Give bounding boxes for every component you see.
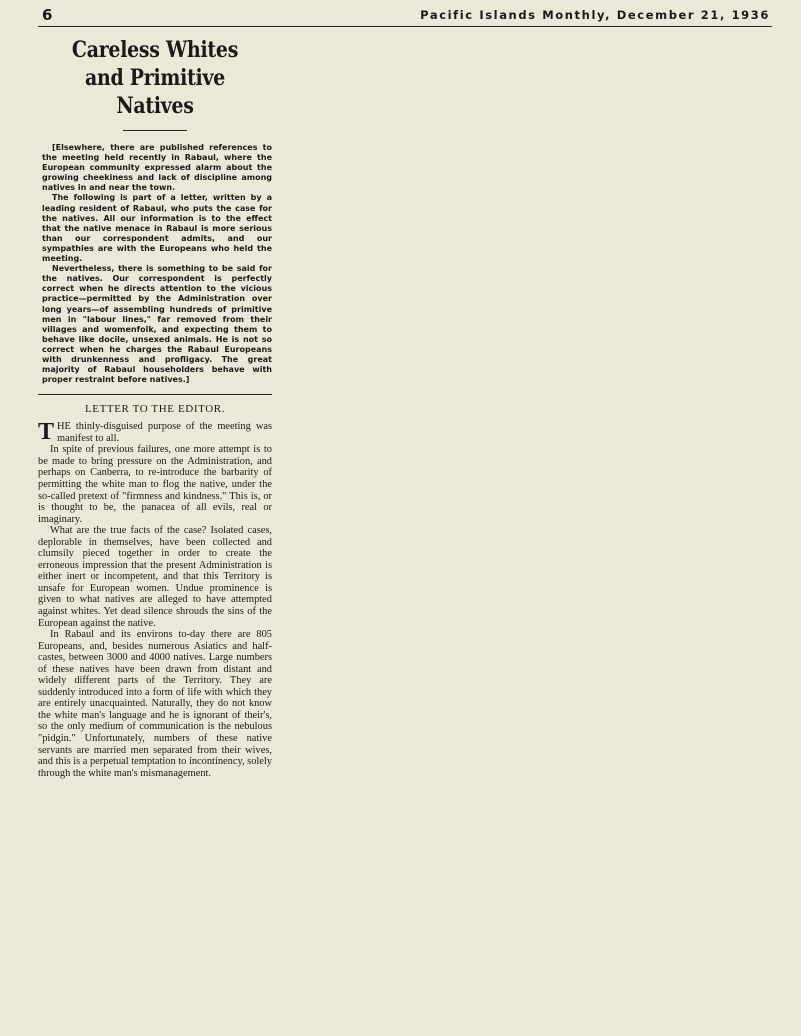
drop-cap: T [38, 419, 55, 446]
running-title: Pacific Islands Monthly, December 21, 1936 [420, 8, 770, 22]
intro-paragraph: [Elsewhere, there are published references to the meeting held recently in Rabaul, where the European community expressed alarm about the growing cheekiness and lack of discipline among natives in and near the town. [42, 143, 272, 193]
page-number: 6 [42, 6, 53, 24]
article-column [38, 30, 272, 779]
letter-paragraph: In Rabaul and its environs to-day there are 805 Europeans, and, besides numerous Asiatics and half-castes, between 3000 and 4000 natives. Large numbers of these natives have been drawn from distant and widely different parts of the Territory. They are suddenly introduced into a form of life with which they are entirely unacquainted. Naturally, they do not know the white man's language and he is ignorant of their's, so the only medium of communication is the nebulous "pidgin." Unfortunately, numbers of these native servants are married men separated from their wives, and this is a perpetual temptation to incontinency, solely through the white man's mismanagement. [38, 629, 272, 779]
page-header [38, 4, 772, 27]
letter-paragraph: What are the true facts of the case? Isolated cases, deplorable in themselves, have been collected and clumsily pieced together in order to create the erroneous impression that the present Administration is either inert or incompetent, and that this Territory is unsafe for European women. Undue prominence is given to what natives are alleged to have attempted against whites. Yet dead silence shrouds the sins of the European against the native. [38, 525, 272, 629]
letter-paragraph: In spite of previous failures, one more attempt is to be made to bring pressure on the Administration, and perhaps on Canberra, to re-introduce the barbarity of permitting the white man to flog the native, under the so-called pretext of "firmness and kindness." This is, or is thought to be, the panacea of all evils, real or imaginary. [38, 444, 272, 525]
intro-paragraph: Nevertheless, there is something to be said for the natives. Our correspondent is perfectly correct when he directs attention to the vicious practice—permitted by the Administration over long years—of assembling hundreds of primitive men in "labour lines," far removed from their villages and womenfolk, and expecting them to behave like docile, unsexed animals. He is not so correct when he charges the Rabaul Europeans with drunkenness and profligacy. The great majority of Rabaul householders behave with proper restraint before natives.] [42, 264, 272, 385]
editorial-intro [38, 143, 272, 385]
first-paragraph-text: HE thinly-disguised purpose of the meeting was manifest to all. [57, 421, 272, 444]
intro-paragraph: The following is part of a letter, written by a leading resident of Rabaul, who puts the case for the natives. All our information is to the effect that the native menace in Rabaul is more serious than our correspondent admits, and our sympathies are with the Europeans who held the meeting. [42, 193, 272, 264]
section-rule [38, 394, 272, 395]
article-headline: Careless Whites and Primitive Natives [71, 37, 239, 119]
headline-rule [123, 130, 187, 131]
letter-body [38, 421, 272, 779]
letter-paragraph [38, 421, 272, 444]
section-title: LETTER TO THE EDITOR. [84, 403, 226, 416]
